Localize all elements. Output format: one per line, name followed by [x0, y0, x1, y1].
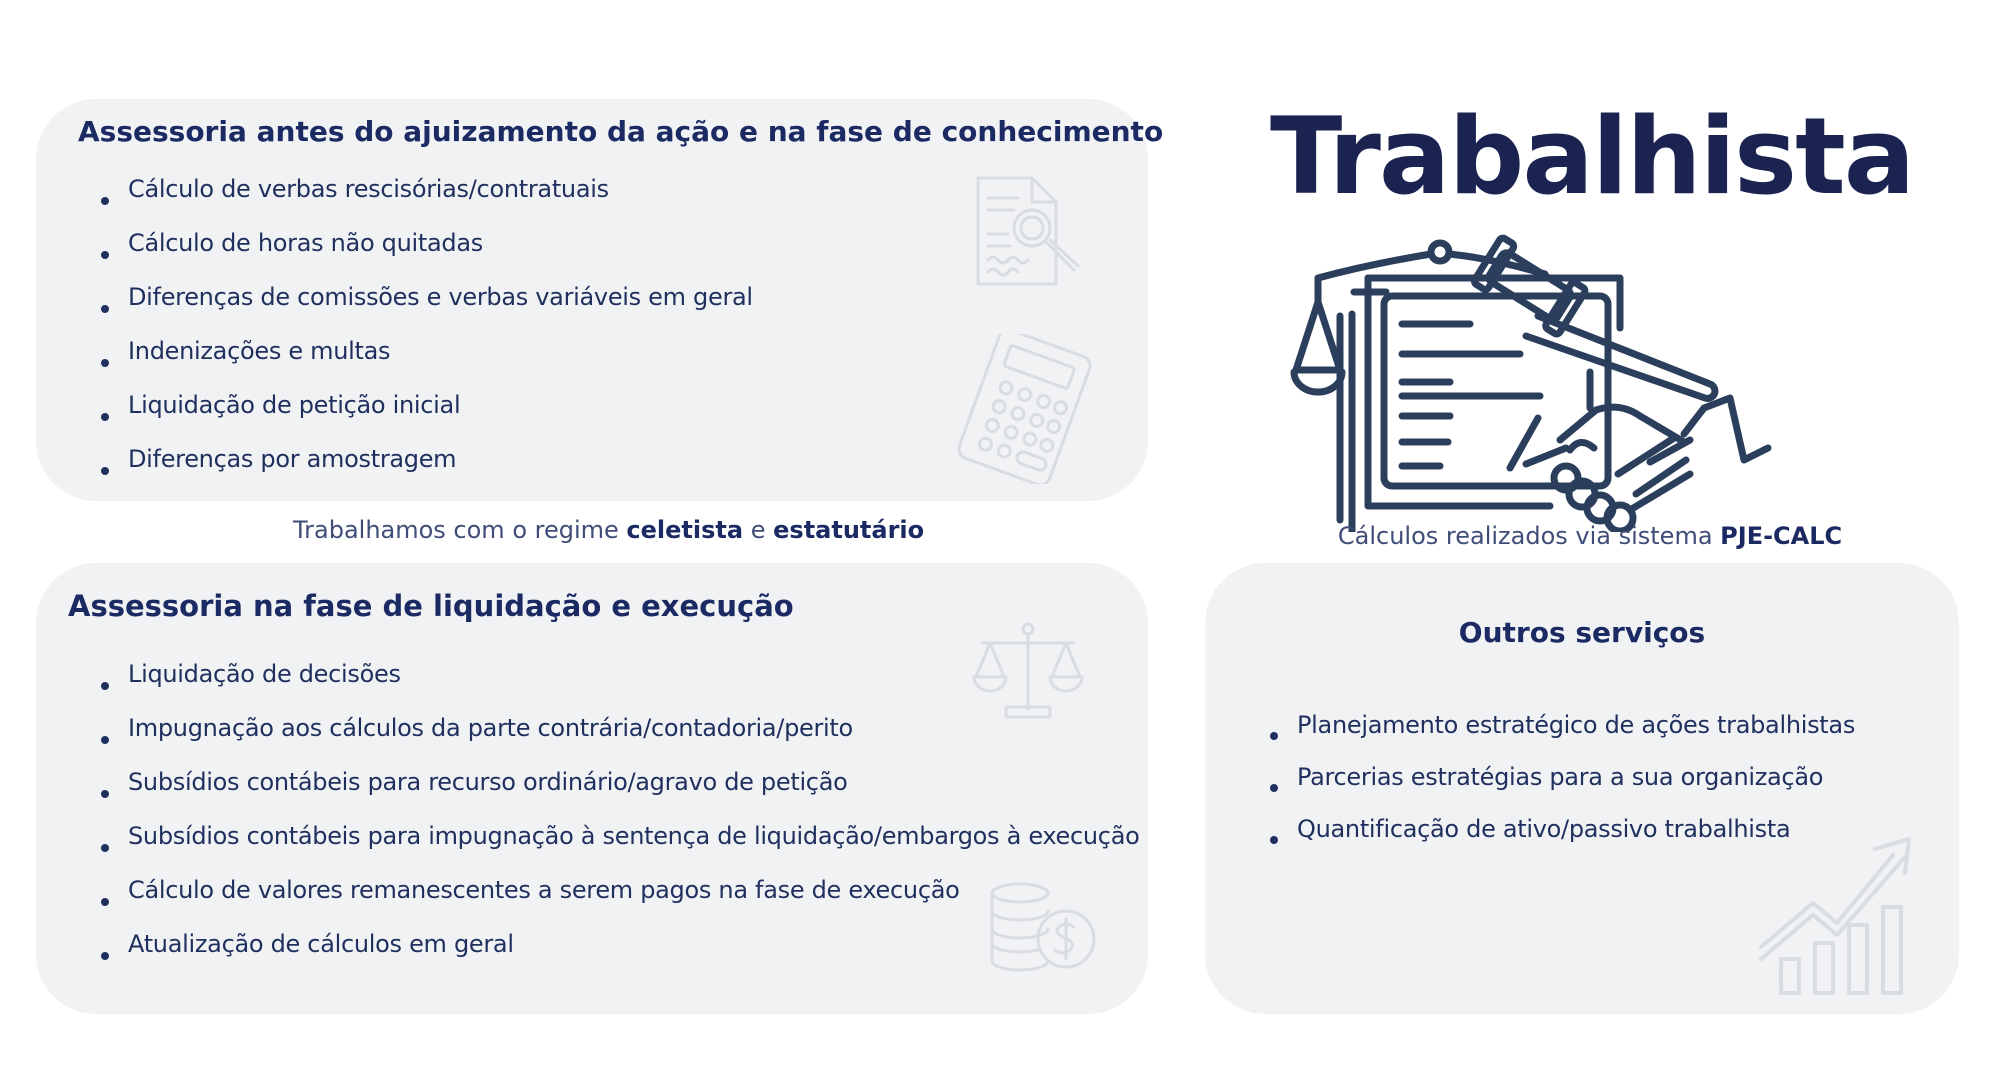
list-item: Liquidação de decisões [98, 659, 1140, 713]
other-services-title: Outros serviços [1458, 616, 1706, 649]
legal-document-gavel-scale-handshake-icon [1290, 212, 1850, 532]
regime-celetista: celetista [626, 516, 744, 544]
calculator-icon [956, 334, 1096, 484]
page-title: Trabalhista [1270, 95, 1914, 218]
regime-caption-prefix: Trabalhamos com o regime [293, 516, 627, 544]
pje-caption [1330, 522, 1850, 550]
list-item: Diferenças por amostragem [98, 444, 753, 498]
regime-caption-middle: e [743, 516, 774, 544]
list-item: Subsídios contábeis para impugnação à sentença de liquidação/embargos à execução [98, 821, 1140, 875]
list-item: Indenizações e multas [98, 336, 753, 390]
liquidation-title: Assessoria na fase de liquidação e execução [68, 589, 794, 623]
list-item: Diferenças de comissões e verbas variáveis em geral [98, 282, 753, 336]
regime-caption [293, 516, 925, 544]
growth-chart-icon [1753, 827, 1923, 997]
list-item: Atualização de cálculos em geral [98, 929, 1140, 983]
regime-estatutario: estatutário [773, 516, 925, 544]
scale-icon [970, 619, 1086, 723]
list-item: Parcerias estratégias para a sua organização [1267, 762, 1855, 814]
document-magnifier-icon [974, 174, 1084, 290]
other-services-panel [1205, 563, 1959, 1014]
pre-filing-list [98, 174, 753, 498]
list-item: Impugnação aos cálculos da parte contrária/contadoria/perito [98, 713, 1140, 767]
liquidation-panel [36, 563, 1148, 1014]
coins-dollar-icon [988, 881, 1100, 973]
list-item: Cálculo de horas não quitadas [98, 228, 753, 282]
pre-filing-panel [36, 99, 1164, 501]
pje-calc-label: PJE-CALC [1720, 522, 1843, 550]
pre-filing-title: Assessoria antes do ajuizamento da ação e na fase de conhecimento [78, 115, 1164, 148]
list-item: Cálculo de verbas rescisórias/contratuais [98, 174, 753, 228]
list-item: Quantificação de ativo/passivo trabalhista [1267, 814, 1855, 866]
list-item: Subsídios contábeis para recurso ordinário/agravo de petição [98, 767, 1140, 821]
list-item: Planejamento estratégico de ações trabalhistas [1267, 710, 1855, 762]
list-item: Cálculo de valores remanescentes a serem pagos na fase de execução [98, 875, 1140, 929]
list-item: Liquidação de petição inicial [98, 390, 753, 444]
pje-caption-prefix: Cálculos realizados via sistema [1337, 522, 1721, 550]
